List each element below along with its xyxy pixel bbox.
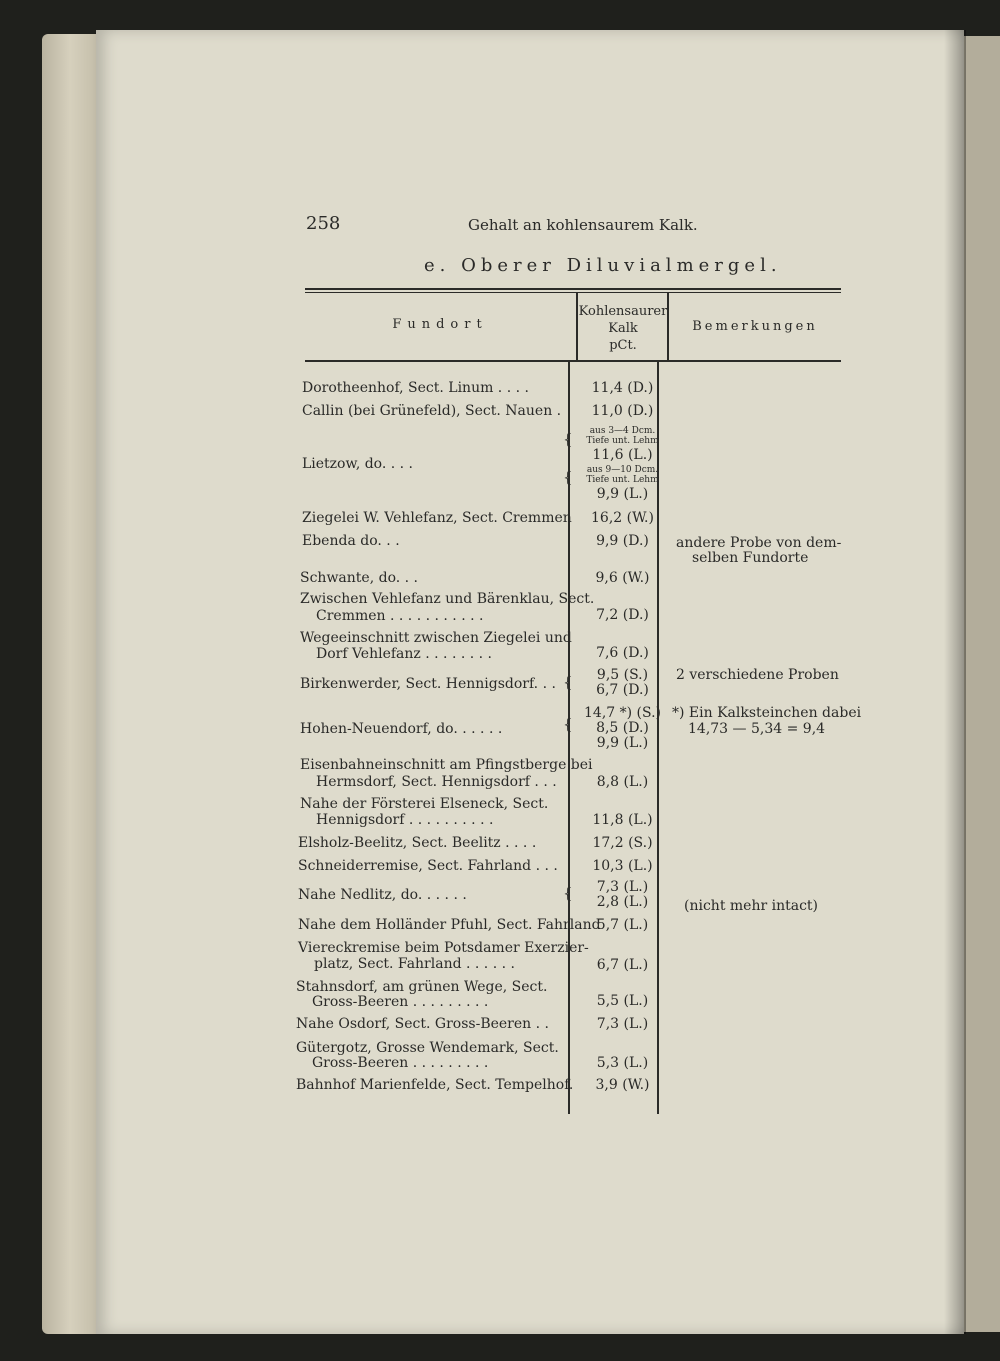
row-fundort: platz, Sect. Fahrland . . . . . . — [314, 956, 515, 972]
kalk-header-line: Kalk — [608, 321, 638, 336]
row-value: 6,7 (D.) — [596, 682, 649, 698]
row-fundort: Gross-Beeren . . . . . . . . . — [312, 994, 489, 1010]
row-fundort: Viereckremise beim Potsdamer Exerzier- — [298, 940, 589, 956]
row-fundort: Gross-Beeren . . . . . . . . . — [312, 1055, 489, 1071]
row-fundort: Callin (bei Grünefeld), Sect. Nauen . — [302, 403, 562, 419]
row-fundort: Birkenwerder, Sect. Hennigsdorf. . . — [300, 676, 556, 692]
row-value: 5,7 (L.) — [596, 917, 649, 933]
row-value: 9,9 (D.) — [596, 533, 649, 549]
row-fundort: Nahe Nedlitz, do. . . . . . — [298, 887, 467, 903]
row-value-note: aus 3—4 Dcm. — [589, 426, 656, 436]
row-fundort: Hennigsdorf . . . . . . . . . . — [316, 812, 494, 828]
row-value: 6,7 (L.) — [596, 957, 649, 973]
table-top-rule-thin — [305, 292, 841, 293]
row-fundort: Ziegelei W. Vehlefanz, Sect. Cremmen — [302, 510, 572, 526]
brace: { — [563, 430, 573, 448]
section-title: e. Oberer Diluvialmergel. — [424, 255, 782, 276]
row-fundort: Schwante, do. . . — [300, 570, 419, 586]
row-remark: andere Probe von dem- — [676, 535, 842, 551]
kalk-header-line: pCt. — [609, 338, 637, 353]
table-top-rule — [305, 288, 841, 290]
row-remark: (nicht mehr intact) — [684, 898, 819, 914]
row-value: 3,9 (W.) — [595, 1077, 650, 1093]
row-value: 8,8 (L.) — [596, 774, 649, 790]
row-value: 11,0 (D.) — [591, 403, 654, 419]
page-number: 258 — [306, 213, 341, 234]
row-value: 11,6 (L.) — [592, 447, 653, 463]
row-remark: *) Ein Kalksteinchen dabei — [672, 705, 862, 721]
row-remark: 14,73 — 5,34 = 9,4 — [688, 721, 826, 737]
brace: { — [563, 468, 573, 486]
row-value: 16,2 (W.) — [591, 510, 654, 526]
row-fundort: Zwischen Vehlefanz und Bärenklau, Sect. — [300, 591, 595, 607]
row-fundort: Hermsdorf, Sect. Hennigsdorf . . . — [316, 774, 557, 790]
row-value-note: Tiefe unt. Lehm — [586, 475, 659, 485]
row-fundort: Hohen-Neuendorf, do. . . . . . — [300, 721, 503, 737]
row-fundort: Cremmen . . . . . . . . . . . — [316, 608, 484, 624]
row-remark: selben Fundorte — [692, 550, 809, 566]
row-value: 9,9 (L.) — [596, 735, 649, 751]
brace: { — [563, 715, 573, 733]
brace: { — [563, 673, 573, 691]
row-value: 5,3 (L.) — [596, 1055, 649, 1071]
row-value: 7,3 (L.) — [596, 1016, 649, 1032]
column-header-fundort: Fundort — [392, 317, 488, 332]
row-value: 2,8 (L.) — [596, 894, 649, 910]
column-header-bemerkungen: Bemerkungen — [692, 319, 818, 334]
row-value: 5,5 (L.) — [596, 993, 649, 1009]
row-remark: 2 verschiedene Proben — [676, 667, 839, 683]
row-fundort: Nahe dem Holländer Pfuhl, Sect. Fahrland — [298, 917, 601, 933]
row-value: 17,2 (S.) — [592, 835, 653, 851]
row-value: 14,7 *) (S.) — [584, 705, 661, 721]
row-value: 11,8 (L.) — [592, 812, 653, 828]
row-fundort: Eisenbahneinschnitt am Pfingstberge bei — [300, 757, 593, 773]
column-header-kalk — [578, 303, 668, 354]
row-value: 7,6 (D.) — [596, 645, 649, 661]
row-value-note: aus 9—10 Dcm. — [586, 465, 659, 475]
row-value: 9,6 (W.) — [595, 570, 650, 586]
row-value: 7,2 (D.) — [596, 607, 649, 623]
row-fundort: Dorf Vehlefanz . . . . . . . . — [316, 646, 492, 662]
row-value-note: Tiefe unt. Lehm — [586, 436, 659, 446]
row-fundort: Nahe der Försterei Elseneck, Sect. — [300, 796, 549, 812]
row-fundort: Wegeeinschnitt zwischen Ziegelei und — [300, 630, 572, 646]
row-fundort: Elsholz-Beelitz, Sect. Beelitz . . . . — [298, 835, 537, 851]
row-fundort: Schneiderremise, Sect. Fahrland . . . — [298, 858, 558, 874]
row-fundort: Lietzow, do. . . . — [302, 456, 414, 472]
kalk-header-line: Kohlensaurer — [578, 304, 668, 319]
running-head: Gehalt an kohlensaurem Kalk. — [468, 216, 698, 234]
row-value: 11,4 (D.) — [591, 380, 654, 396]
row-value: 7,3 (L.) — [596, 879, 649, 895]
row-fundort: Bahnhof Marienfelde, Sect. Tempelhof. — [296, 1077, 574, 1093]
header-bottom-rule — [305, 360, 841, 362]
facing-page-edge — [962, 36, 1000, 1332]
row-value: 8,5 (D.) — [596, 720, 649, 736]
row-fundort: Stahnsdorf, am grünen Wege, Sect. — [296, 979, 548, 995]
row-fundort: Dorotheenhof, Sect. Linum . . . . — [302, 380, 529, 396]
brace: { — [563, 884, 573, 902]
spine-shadow — [944, 30, 966, 1334]
row-value: 9,9 (L.) — [596, 486, 649, 502]
row-value: 10,3 (L.) — [592, 858, 653, 874]
row-value: 9,5 (S.) — [596, 667, 649, 683]
row-fundort: Ebenda do. . . — [302, 533, 400, 549]
row-fundort: Gütergotz, Grosse Wendemark, Sect. — [296, 1040, 559, 1056]
row-fundort: Nahe Osdorf, Sect. Gross-Beeren . . — [296, 1016, 549, 1032]
